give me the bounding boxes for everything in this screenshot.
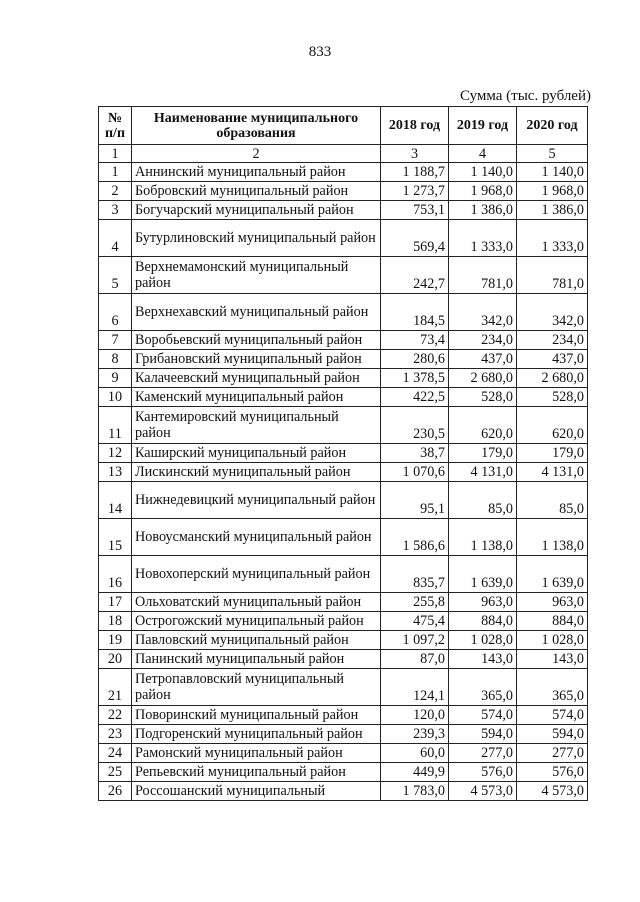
value-2019: 1 639,0 bbox=[449, 556, 517, 593]
municipality-name: Аннинский муниципальный район bbox=[132, 163, 381, 182]
municipality-name: Подгоренский муниципальный район bbox=[132, 725, 381, 744]
value-2019: 2 680,0 bbox=[449, 369, 517, 388]
column-number: 3 bbox=[381, 145, 449, 163]
municipality-name: Новоусманский муниципальный район bbox=[132, 519, 381, 556]
value-2020: 143,0 bbox=[517, 650, 588, 669]
row-number: 24 bbox=[99, 744, 132, 763]
value-2020: 528,0 bbox=[517, 388, 588, 407]
row-number: 11 bbox=[99, 407, 132, 444]
value-2020: 594,0 bbox=[517, 725, 588, 744]
value-2020: 620,0 bbox=[517, 407, 588, 444]
value-2019: 574,0 bbox=[449, 706, 517, 725]
row-number: 17 bbox=[99, 593, 132, 612]
municipality-name: Каменский муниципальный район bbox=[132, 388, 381, 407]
municipality-name: Поворинский муниципальный район bbox=[132, 706, 381, 725]
column-number: 4 bbox=[449, 145, 517, 163]
value-2018: 184,5 bbox=[381, 294, 449, 331]
row-number: 2 bbox=[99, 182, 132, 201]
value-2018: 124,1 bbox=[381, 669, 449, 706]
value-2018: 1 586,6 bbox=[381, 519, 449, 556]
table-row bbox=[99, 744, 588, 763]
municipality-name: Богучарский муниципальный район bbox=[132, 201, 381, 220]
header-2018: 2018 год bbox=[381, 107, 449, 145]
table-row bbox=[99, 331, 588, 350]
value-2019: 1 968,0 bbox=[449, 182, 517, 201]
value-2018: 73,4 bbox=[381, 331, 449, 350]
row-number: 18 bbox=[99, 612, 132, 631]
value-2019: 963,0 bbox=[449, 593, 517, 612]
table-row bbox=[99, 182, 588, 201]
value-2018: 449,9 bbox=[381, 763, 449, 782]
row-number: 16 bbox=[99, 556, 132, 593]
value-2020: 1 386,0 bbox=[517, 201, 588, 220]
column-numbers-row bbox=[99, 145, 588, 163]
value-2020: 4 131,0 bbox=[517, 463, 588, 482]
table-row bbox=[99, 631, 588, 650]
row-number: 8 bbox=[99, 350, 132, 369]
page-number: 833 bbox=[308, 44, 332, 60]
value-2020: 1 639,0 bbox=[517, 556, 588, 593]
value-2018: 87,0 bbox=[381, 650, 449, 669]
value-2019: 781,0 bbox=[449, 257, 517, 294]
value-2020: 4 573,0 bbox=[517, 782, 588, 801]
row-number: 13 bbox=[99, 463, 132, 482]
table-row bbox=[99, 556, 588, 593]
value-2018: 1 070,6 bbox=[381, 463, 449, 482]
value-2020: 2 680,0 bbox=[517, 369, 588, 388]
municipality-name: Верхнемамонский муниципальный район bbox=[132, 257, 381, 294]
municipality-name: Каширский муниципальный район bbox=[132, 444, 381, 463]
value-2018: 1 378,5 bbox=[381, 369, 449, 388]
value-2018: 1 188,7 bbox=[381, 163, 449, 182]
row-number: 14 bbox=[99, 482, 132, 519]
row-number: 1 bbox=[99, 163, 132, 182]
value-2019: 4 573,0 bbox=[449, 782, 517, 801]
row-number: 10 bbox=[99, 388, 132, 407]
table-row bbox=[99, 763, 588, 782]
table-row bbox=[99, 407, 588, 444]
value-2020: 574,0 bbox=[517, 706, 588, 725]
table-row bbox=[99, 669, 588, 706]
value-2019: 884,0 bbox=[449, 612, 517, 631]
table-body bbox=[99, 163, 588, 801]
column-number: 5 bbox=[517, 145, 588, 163]
value-2019: 234,0 bbox=[449, 331, 517, 350]
municipality-name: Россошанский муниципальный bbox=[132, 782, 381, 801]
row-number: 5 bbox=[99, 257, 132, 294]
value-2019: 1 140,0 bbox=[449, 163, 517, 182]
value-2018: 230,5 bbox=[381, 407, 449, 444]
value-2019: 342,0 bbox=[449, 294, 517, 331]
row-number: 19 bbox=[99, 631, 132, 650]
value-2020: 365,0 bbox=[517, 669, 588, 706]
value-2018: 280,6 bbox=[381, 350, 449, 369]
table-row bbox=[99, 444, 588, 463]
table-row bbox=[99, 257, 588, 294]
table-row bbox=[99, 201, 588, 220]
header-name: Наименование муниципального образования bbox=[132, 107, 381, 145]
table-row bbox=[99, 706, 588, 725]
value-2020: 1 138,0 bbox=[517, 519, 588, 556]
table-row bbox=[99, 482, 588, 519]
value-2020: 1 968,0 bbox=[517, 182, 588, 201]
municipality-name: Рамонский муниципальный район bbox=[132, 744, 381, 763]
column-number: 2 bbox=[132, 145, 381, 163]
value-2018: 60,0 bbox=[381, 744, 449, 763]
table-row bbox=[99, 294, 588, 331]
value-2019: 576,0 bbox=[449, 763, 517, 782]
value-2020: 437,0 bbox=[517, 350, 588, 369]
value-2019: 277,0 bbox=[449, 744, 517, 763]
row-number: 9 bbox=[99, 369, 132, 388]
value-2019: 365,0 bbox=[449, 669, 517, 706]
column-number: 1 bbox=[99, 145, 132, 163]
municipality-name: Кантемировский муниципальный район bbox=[132, 407, 381, 444]
row-number: 22 bbox=[99, 706, 132, 725]
municipality-name: Воробьевский муниципальный район bbox=[132, 331, 381, 350]
table-row bbox=[99, 388, 588, 407]
row-number: 4 bbox=[99, 220, 132, 257]
table-header-row bbox=[99, 107, 588, 145]
value-2018: 95,1 bbox=[381, 482, 449, 519]
municipality-name: Калачеевский муниципальный район bbox=[132, 369, 381, 388]
value-2018: 475,4 bbox=[381, 612, 449, 631]
table-row bbox=[99, 369, 588, 388]
value-2019: 528,0 bbox=[449, 388, 517, 407]
table-row bbox=[99, 612, 588, 631]
table-row bbox=[99, 163, 588, 182]
table-row bbox=[99, 725, 588, 744]
row-number: 25 bbox=[99, 763, 132, 782]
municipality-name: Нижнедевицкий муниципальный район bbox=[132, 482, 381, 519]
municipality-name: Бутурлиновский муниципальный район bbox=[132, 220, 381, 257]
value-2018: 38,7 bbox=[381, 444, 449, 463]
value-2020: 342,0 bbox=[517, 294, 588, 331]
header-2019: 2019 год bbox=[449, 107, 517, 145]
value-2019: 1 028,0 bbox=[449, 631, 517, 650]
table-row bbox=[99, 463, 588, 482]
value-2020: 1 028,0 bbox=[517, 631, 588, 650]
municipality-name: Петропавловский муниципальный район bbox=[132, 669, 381, 706]
value-2018: 753,1 bbox=[381, 201, 449, 220]
header-no: № п/п bbox=[99, 107, 132, 145]
value-2020: 1 140,0 bbox=[517, 163, 588, 182]
value-2018: 422,5 bbox=[381, 388, 449, 407]
value-2020: 234,0 bbox=[517, 331, 588, 350]
budget-table bbox=[98, 106, 588, 801]
municipality-name: Грибановский муниципальный район bbox=[132, 350, 381, 369]
value-2020: 85,0 bbox=[517, 482, 588, 519]
municipality-name: Новохоперский муниципальный район bbox=[132, 556, 381, 593]
table-row bbox=[99, 220, 588, 257]
value-2020: 781,0 bbox=[517, 257, 588, 294]
value-2019: 620,0 bbox=[449, 407, 517, 444]
row-number: 3 bbox=[99, 201, 132, 220]
value-2019: 594,0 bbox=[449, 725, 517, 744]
municipality-name: Ольховатский муниципальный район bbox=[132, 593, 381, 612]
row-number: 6 bbox=[99, 294, 132, 331]
value-2020: 179,0 bbox=[517, 444, 588, 463]
row-number: 21 bbox=[99, 669, 132, 706]
municipality-name: Панинский муниципальный район bbox=[132, 650, 381, 669]
value-2018: 120,0 bbox=[381, 706, 449, 725]
header-2020: 2020 год bbox=[517, 107, 588, 145]
value-2020: 884,0 bbox=[517, 612, 588, 631]
table-row bbox=[99, 519, 588, 556]
municipality-name: Бобровский муниципальный район bbox=[132, 182, 381, 201]
value-2018: 242,7 bbox=[381, 257, 449, 294]
table-row bbox=[99, 350, 588, 369]
table-row bbox=[99, 593, 588, 612]
value-2019: 4 131,0 bbox=[449, 463, 517, 482]
value-2018: 1 783,0 bbox=[381, 782, 449, 801]
row-number: 26 bbox=[99, 782, 132, 801]
row-number: 7 bbox=[99, 331, 132, 350]
table-row bbox=[99, 782, 588, 801]
municipality-name: Репьевский муниципальный район bbox=[132, 763, 381, 782]
row-number: 23 bbox=[99, 725, 132, 744]
value-2018: 1 273,7 bbox=[381, 182, 449, 201]
value-2018: 835,7 bbox=[381, 556, 449, 593]
row-number: 20 bbox=[99, 650, 132, 669]
value-2019: 85,0 bbox=[449, 482, 517, 519]
value-2020: 277,0 bbox=[517, 744, 588, 763]
value-2018: 255,8 bbox=[381, 593, 449, 612]
row-number: 12 bbox=[99, 444, 132, 463]
municipality-name: Павловский муниципальный район bbox=[132, 631, 381, 650]
table-row bbox=[99, 650, 588, 669]
value-2020: 963,0 bbox=[517, 593, 588, 612]
municipality-name: Верхнехавский муниципальный район bbox=[132, 294, 381, 331]
value-2019: 1 138,0 bbox=[449, 519, 517, 556]
value-2020: 576,0 bbox=[517, 763, 588, 782]
value-2020: 1 333,0 bbox=[517, 220, 588, 257]
value-2019: 179,0 bbox=[449, 444, 517, 463]
value-2019: 437,0 bbox=[449, 350, 517, 369]
row-number: 15 bbox=[99, 519, 132, 556]
value-2018: 569,4 bbox=[381, 220, 449, 257]
municipality-name: Лискинский муниципальный район bbox=[132, 463, 381, 482]
value-2019: 1 333,0 bbox=[449, 220, 517, 257]
value-2019: 1 386,0 bbox=[449, 201, 517, 220]
value-2018: 1 097,2 bbox=[381, 631, 449, 650]
units-caption: Сумма (тыс. рублей) bbox=[459, 88, 591, 104]
municipality-name: Острогожский муниципальный район bbox=[132, 612, 381, 631]
value-2018: 239,3 bbox=[381, 725, 449, 744]
value-2019: 143,0 bbox=[449, 650, 517, 669]
